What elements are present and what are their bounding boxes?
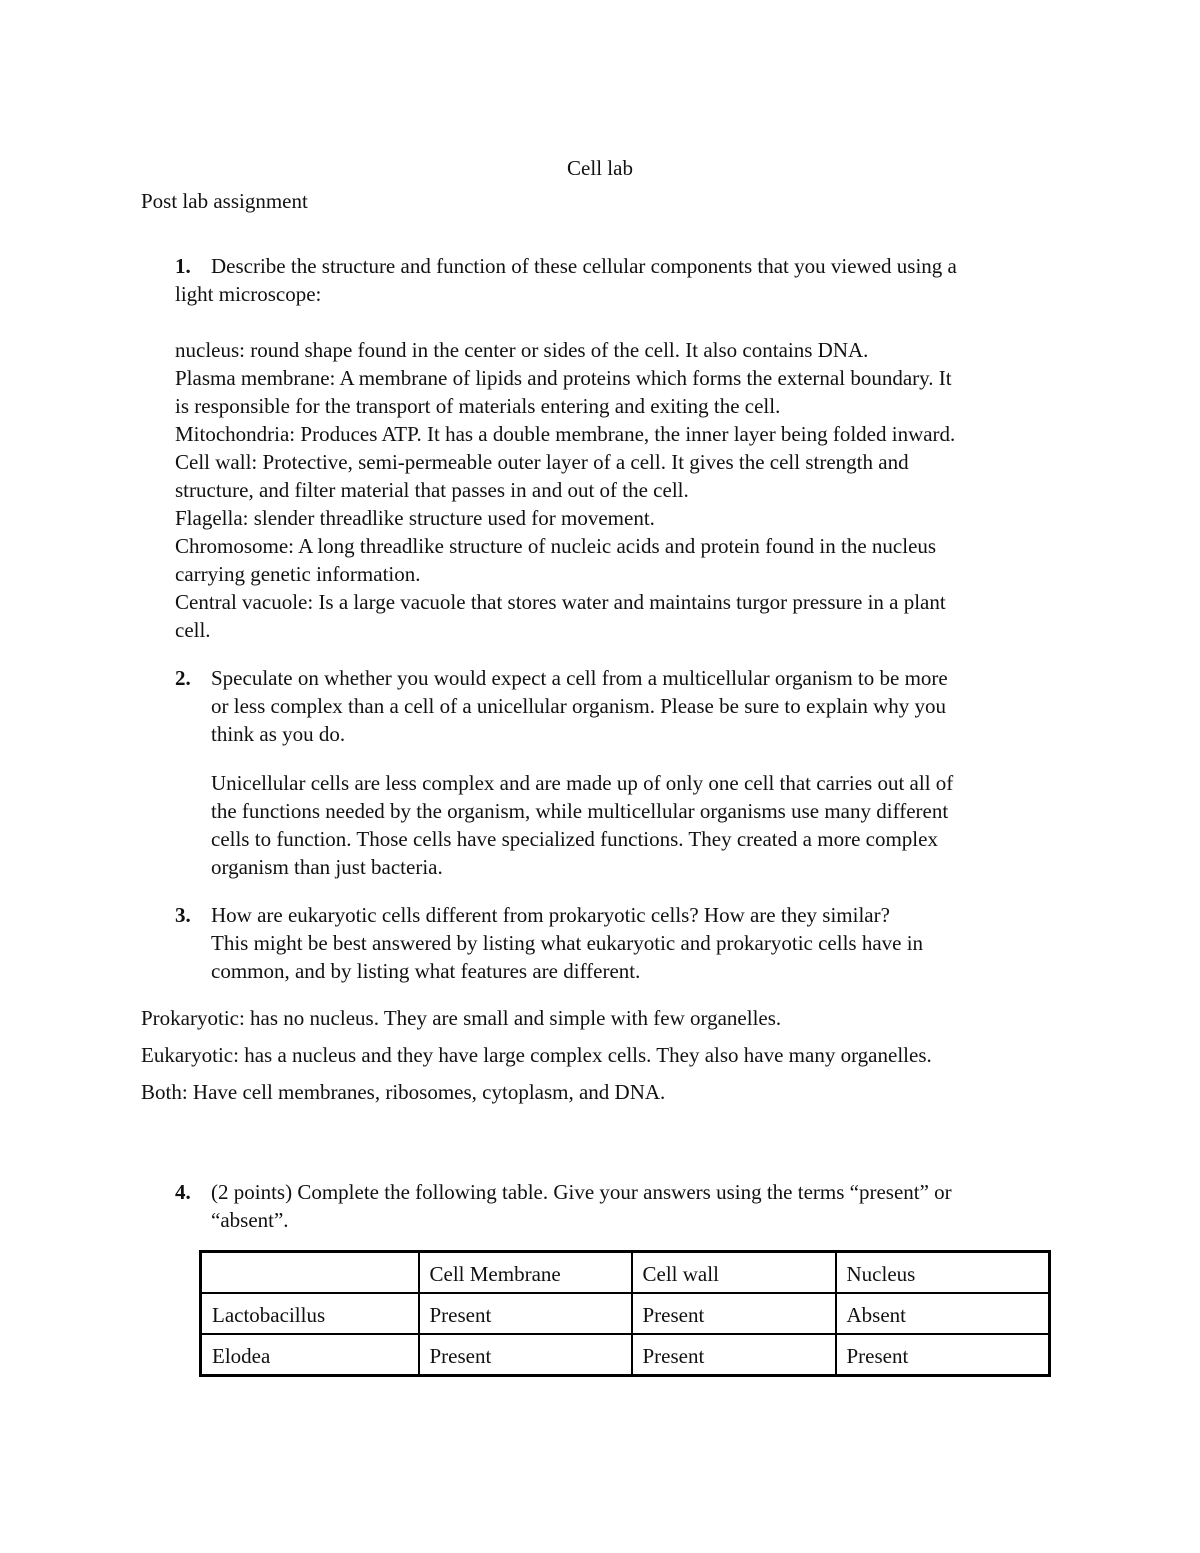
table-cell: Present [632,1334,836,1376]
answer-line: Chromosome: A long threadlike structure of nucleic acids and protein found in the nucleus [175,534,937,558]
table-header-cell: Cell wall [632,1252,836,1294]
question-prompt: “absent”. [211,1208,289,1232]
answer-line: Central vacuole: Is a large vacuole that stores water and maintains turgor pressure in a plant [175,590,946,614]
question-number: 1. [175,254,191,278]
answer-line: structure, and filter material that passes in and out of the cell. [175,478,689,502]
table-header-cell: Cell Membrane [419,1252,632,1294]
table-cell: Elodea [201,1334,419,1376]
answer-line: Cell wall: Protective, semi-permeable outer layer of a cell. It gives the cell strength and [175,450,909,474]
question-prompt: (2 points) Complete the following table. Give your answers using the terms “present” or [211,1180,952,1204]
table-row [201,1293,1050,1334]
answer-line: Flagella: slender threadlike structure used for movement. [175,506,655,530]
table-cell: Present [419,1293,632,1334]
question-prompt: think as you do. [211,722,346,746]
question-number: 3. [175,903,191,927]
table-row [201,1334,1050,1376]
answer-line: Plasma membrane: A membrane of lipids and proteins which forms the external boundary. It [175,366,952,390]
page-title: Cell lab [567,156,633,180]
cell-comparison-table [199,1250,1051,1377]
table-cell: Lactobacillus [201,1293,419,1334]
answer-line: Unicellular cells are less complex and are made up of only one cell that carries out all of [211,771,954,795]
question-number: 2. [175,666,191,690]
answer-line: the functions needed by the organism, while multicellular organisms use many different [211,799,949,823]
answer-line: cell. [175,618,211,642]
answer-line: is responsible for the transport of materials entering and exiting the cell. [175,394,781,418]
table-cell: Present [836,1334,1050,1376]
question-prompt: Speculate on whether you would expect a cell from a multicellular organism to be more [211,666,948,690]
page-subtitle: Post lab assignment [141,189,308,213]
question-prompt: How are eukaryotic cells different from prokaryotic cells? How are they similar? [211,903,890,927]
answer-line: cells to function. Those cells have specialized functions. They created a more complex [211,827,938,851]
question-prompt: light microscope: [175,282,322,306]
answer-line: Prokaryotic: has no nucleus. They are small and simple with few organelles. [141,1006,782,1030]
answer-line: Mitochondria: Produces ATP. It has a double membrane, the inner layer being folded inward. [175,422,956,446]
question-prompt: This might be best answered by listing what eukaryotic and prokaryotic cells have in [211,931,924,955]
question-number: 4. [175,1180,191,1204]
table-header-cell [201,1252,419,1294]
answer-line: nucleus: round shape found in the center or sides of the cell. It also contains DNA. [175,338,869,362]
table-cell: Present [419,1334,632,1376]
question-prompt: common, and by listing what features are different. [211,959,641,983]
table-header-cell: Nucleus [836,1252,1050,1294]
answer-line: Eukaryotic: has a nucleus and they have large complex cells. They also have many organelles. [141,1043,932,1067]
table-cell: Absent [836,1293,1050,1334]
question-prompt: Describe the structure and function of these cellular components that you viewed using a [211,254,957,278]
answer-line: carrying genetic information. [175,562,421,586]
table-header-row [201,1252,1050,1294]
table-cell: Present [632,1293,836,1334]
question-prompt: or less complex than a cell of a unicellular organism. Please be sure to explain why you [211,694,946,718]
answer-line: Both: Have cell membranes, ribosomes, cytoplasm, and DNA. [141,1080,666,1104]
answer-line: organism than just bacteria. [211,855,443,879]
